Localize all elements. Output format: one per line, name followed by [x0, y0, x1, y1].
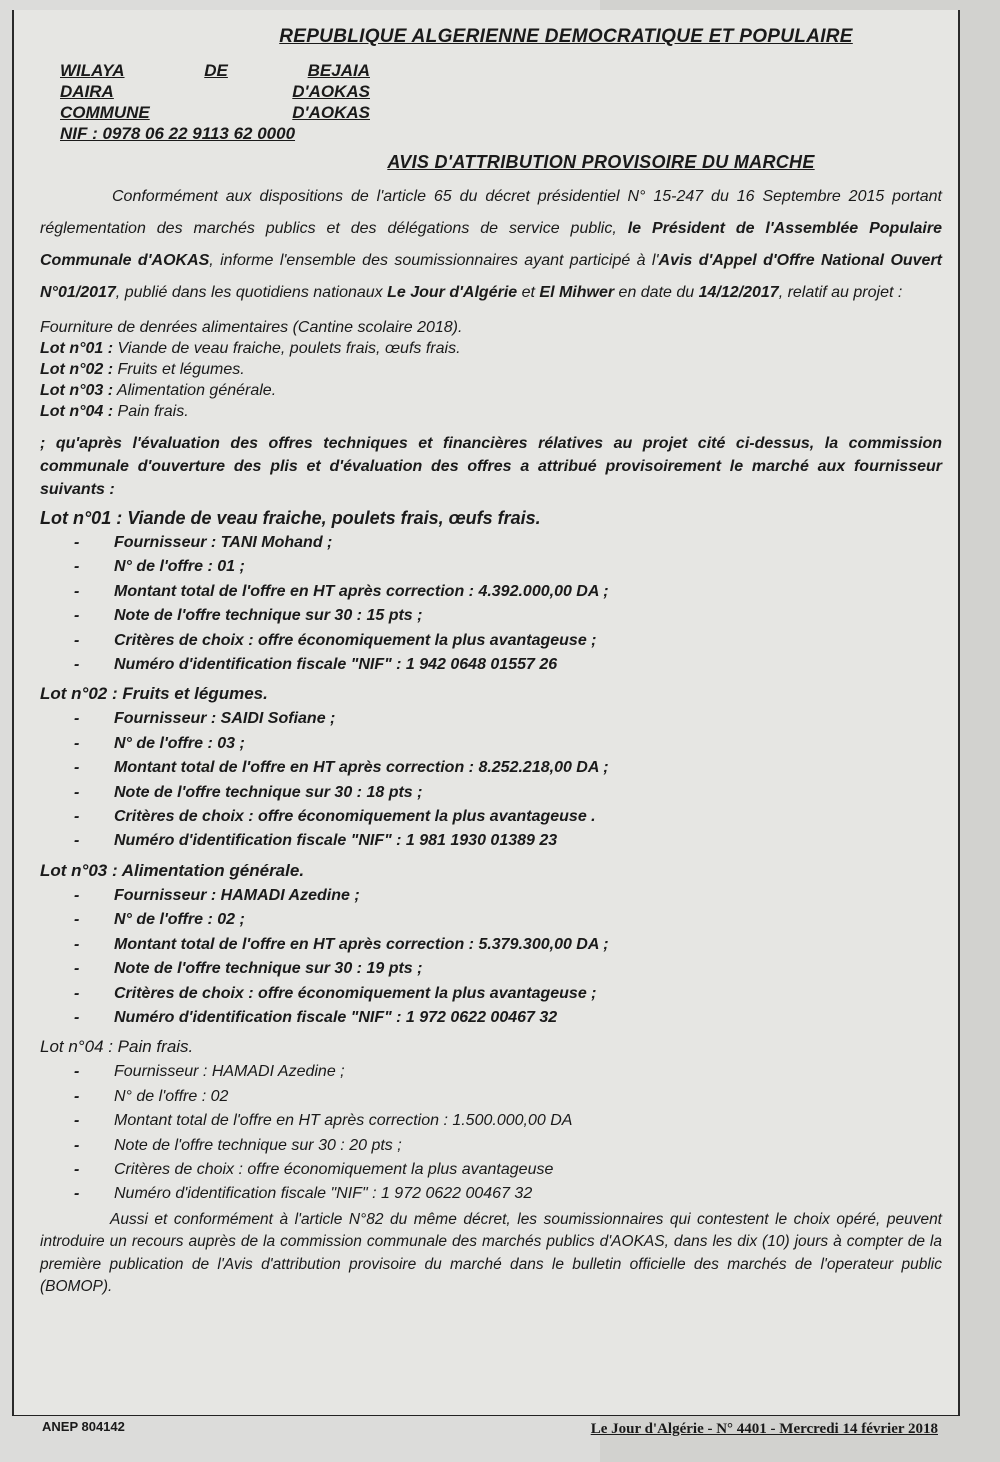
- project-block: [40, 317, 942, 422]
- award-item: - Note de l'offre technique sur 30 : 19 pts ;: [74, 957, 942, 981]
- award-item: - Numéro d'identification fiscale "NIF" : 1 942 0648 01557 26: [74, 653, 942, 677]
- project-lot-desc: Fruits et légumes.: [117, 361, 245, 378]
- award-item: - Numéro d'identification fiscale "NIF" : 1 972 0622 00467 32: [74, 1182, 942, 1206]
- award-item: - N° de l'offre : 03 ;: [74, 732, 942, 756]
- notice-title: AVIS D'ATTRIBUTION PROVISOIRE DU MARCHE: [387, 152, 815, 172]
- intro-jour: Le Jour d'Algérie: [387, 284, 518, 301]
- award-lot-2-list: [40, 707, 942, 853]
- award-item: - Montant total de l'offre en HT après correction : 8.252.218,00 DA ;: [74, 756, 942, 780]
- project-lot-desc: Pain frais.: [117, 403, 189, 420]
- award-item: - N° de l'offre : 02: [74, 1085, 942, 1109]
- commune-value: D'AOKAS: [292, 103, 370, 122]
- legal-notice: [12, 10, 960, 1415]
- award-lot-1-list: [40, 531, 942, 677]
- daira-value: D'AOKAS: [292, 82, 370, 101]
- administration-block: [60, 60, 370, 144]
- award-item: - Critères de choix : offre économiquement la plus avantageuse ;: [74, 982, 942, 1006]
- project-name: Fourniture de denrées alimentaires (Cantine scolaire 2018).: [40, 319, 463, 336]
- award-item: - Fournisseur : HAMADI Azedine ;: [74, 1060, 942, 1084]
- daira-label: DAIRA: [60, 82, 114, 101]
- award-item: - Note de l'offre technique sur 30 : 20 pts ;: [74, 1134, 942, 1158]
- intro-text-2: , informe l'ensemble des soumissionnaires ayant participé à l': [209, 252, 659, 269]
- intro-appel: Avis d'Appel d'Offre National Ouvert N°01/2017: [40, 252, 943, 301]
- page-footer: [12, 1415, 960, 1446]
- project-lot-label: Lot n°03 :: [40, 382, 114, 399]
- intro-text-5: en date du: [614, 284, 699, 301]
- intro-paragraph: [40, 181, 942, 309]
- project-lot-desc: Alimentation générale.: [116, 382, 277, 399]
- daira-row: [60, 81, 370, 102]
- award-item: - Critères de choix : offre économiquement la plus avantageuse .: [74, 805, 942, 829]
- commune-nif: NIF : 0978 06 22 9113 62 0000: [60, 124, 296, 143]
- award-lot-1-heading: Lot n°01 : Viande de veau fraiche, poulets frais, œufs frais.: [40, 508, 541, 528]
- project-lot-1: [40, 338, 942, 359]
- award-item: - Montant total de l'offre en HT après correction : 4.392.000,00 DA ;: [74, 580, 942, 604]
- intro-mihwer: El Mihwer: [539, 284, 615, 301]
- award-item: - N° de l'offre : 01 ;: [74, 555, 942, 579]
- project-lot-4: [40, 401, 942, 422]
- closing-paragraph: [40, 1209, 942, 1299]
- wilaya-label: WILAYA: [60, 61, 125, 80]
- project-lot-3: [40, 380, 942, 401]
- project-lot-label: Lot n°01 :: [40, 340, 114, 357]
- wilaya-row: [60, 60, 370, 81]
- award-item: - Critères de choix : offre économiquement la plus avantageuse ;: [74, 629, 942, 653]
- intro-text-4: et: [517, 284, 540, 301]
- award-lot-4-heading: Lot n°04 : Pain frais.: [40, 1037, 194, 1057]
- commune-row: [60, 102, 370, 123]
- intro-text-1: Conformément aux dispositions de l'article 65 du décret présidentiel N° 15-247 du 16 Septembre 2015 portant réglementation des marchés publics et des délégations de service public,: [40, 188, 942, 237]
- award-lot-2-heading: Lot n°02 : Fruits et légumes.: [40, 684, 268, 704]
- award-item: - Note de l'offre technique sur 30 : 18 pts ;: [74, 781, 942, 805]
- award-item: - Montant total de l'offre en HT après correction : 1.500.000,00 DA: [74, 1109, 942, 1133]
- commune-label: COMMUNE: [60, 103, 150, 122]
- republic-heading: REPUBLIQUE ALGERIENNE DEMOCRATIQUE ET POPULAIRE: [279, 26, 853, 47]
- award-item: - Numéro d'identification fiscale "NIF" : 1 972 0622 00467 32: [74, 1006, 942, 1030]
- award-lot-3-heading: Lot n°03 : Alimentation générale.: [40, 860, 305, 880]
- evaluation-paragraph: ; qu'après l'évaluation des offres techniques et financières rélatives au projet cité ci-dessus, la commission communale d'ouverture des plis et d'évaluation des offres a attribué provisoirement le marché aux fournisseur suivants :: [40, 435, 942, 498]
- wilaya-de: DE: [204, 61, 228, 80]
- project-lot-label: Lot n°02 :: [40, 361, 114, 378]
- award-item: - Fournisseur : HAMADI Azedine ;: [74, 884, 942, 908]
- award-item: - N° de l'offre : 02 ;: [74, 908, 942, 932]
- award-item: - Fournisseur : TANI Mohand ;: [74, 531, 942, 555]
- intro-president: le Président de l'Assemblée Populaire Communale d'AOKAS: [40, 220, 942, 269]
- award-lot-3-list: [40, 884, 942, 1030]
- project-lot-desc: Viande de veau fraiche, poulets frais, œufs frais.: [117, 340, 461, 357]
- intro-text-6: , relatif au projet :: [778, 284, 903, 301]
- intro-text-3: , publié dans les quotidiens nationaux: [115, 284, 388, 301]
- award-item: - Numéro d'identification fiscale "NIF" : 1 981 1930 01389 23: [74, 829, 942, 853]
- closing-text: Aussi et conformément à l'article N°82 du même décret, les soumissionnaires qui contestent le choix opéré, peuvent introduire un recours auprès de la commission communale des marchés publics d'AOKAS, dans les dix (10) jours à compter de la première publication de l'Avis d'attribution provisoire du marché dans le bulletin officielle des marchés de l'operateur public (BOMOP).: [40, 1210, 942, 1296]
- award-item: - Fournisseur : SAIDI Sofiane ;: [74, 707, 942, 731]
- project-lot-label: Lot n°04 :: [40, 403, 114, 420]
- journal-reference: Le Jour d'Algérie - N° 4401 - Mercredi 14 février 2018: [590, 1421, 938, 1437]
- intro-date: 14/12/2017: [698, 284, 779, 301]
- award-lot-4-list: [40, 1060, 942, 1206]
- wilaya-value: BEJAIA: [307, 61, 370, 80]
- project-lot-2: [40, 359, 942, 380]
- award-item: - Critères de choix : offre économiquement la plus avantageuse: [74, 1158, 942, 1182]
- anep-reference: ANEP 804142: [42, 1419, 125, 1434]
- award-item: - Note de l'offre technique sur 30 : 15 pts ;: [74, 604, 942, 628]
- award-item: - Montant total de l'offre en HT après correction : 5.379.300,00 DA ;: [74, 933, 942, 957]
